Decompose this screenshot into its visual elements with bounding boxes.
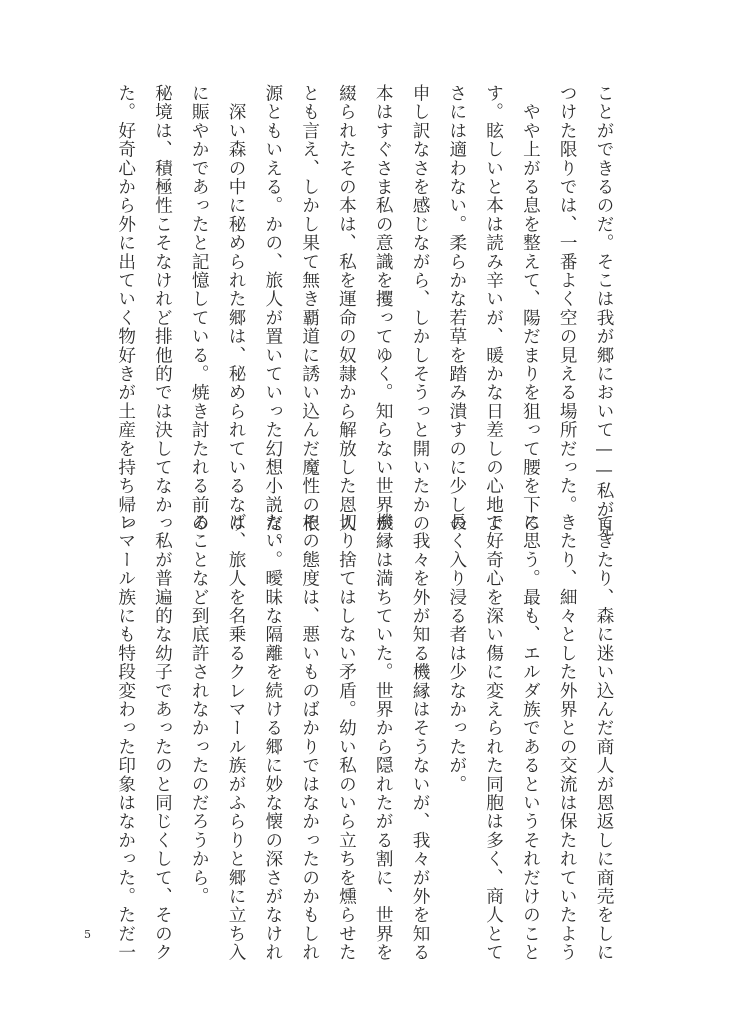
text-column: 申し訳なさを感じながら、しかしそうっと開いたかの [410,84,431,533]
text-column: 私が普遍的な幼子であったのと同じくして、そのク [152,513,173,962]
text-column: ることなど到底許されなかったのだろうから。 [189,513,210,906]
text-column: とも言え、しかし果て無き覇道に誘い込んだ魔性の根 [299,84,320,533]
text-column: やや上がる息を整えて、陽だまりを狙って腰を下ろ [520,84,541,533]
text-column: に賑やかであったと記憶している。焼き討たれる前の [189,84,210,533]
text-column: 我々を外が知る機縁はそうないが、我々が外を知る [410,513,431,962]
text-block-upper [106,84,622,552]
text-block-lower [106,513,622,962]
text-column: た。好奇心から外に出ていく物好きが土産を持ち帰っ [115,84,136,533]
text-column: 秘境は、積極性こそなけれど排他的では決してなかっ [152,84,173,533]
text-column: つけた限りでは、一番よく空の見える場所だった。 [557,84,578,515]
text-column: 綴られたその本は、私を運命の奴隷から解放した恩人 [336,84,357,533]
page-number: 5 [84,928,91,941]
text-column: さには適わない。柔らかな若草を踏み潰すのに少しの [446,84,467,533]
text-column: 切り捨てはしない矛盾。幼い私のいら立ちを燻らせた [336,513,357,962]
text-column: ない。曖昧な隔離を続ける郷に妙な懐の深さがなけれ [262,513,283,962]
text-column: その態度は、悪いものばかりではなかったのかもしれ [299,513,320,962]
text-column: す。眩しいと本は読み辛いが、暖かな日差しの心地よ [483,84,504,533]
text-column: ば、旅人を名乗るクレマール族がふらりと郷に立ち入 [226,513,247,962]
text-column: に思う。最も、エルダ族であるというそれだけのこと [520,513,541,962]
text-column: ことができるのだ。そこは我が郷において——私が見 [594,84,614,538]
text-column: 源ともいえる。かの、旅人が置いていった幻想小説だ。 [262,84,283,552]
text-column: レマール族にも特段変わった印象はなかった。ただ一 [115,513,136,962]
text-column: てきたり、森に迷い込んだ商人が恩返しに商売をしに [594,513,614,962]
text-column: きたり、細々とした外界との交流は保たれていたよう [557,513,578,962]
text-column: で好奇心を深い傷に変えられた同胞は多く、商人とて [483,513,504,962]
text-column: 機縁は満ちていた。世界から隠れたがる割に、世界を [373,513,394,962]
text-column: 深い森の中に秘められた郷は、秘められているなり [226,84,247,533]
text-column: 本はすぐさま私の意識を攫ってゆく。知らない世界が [373,84,394,533]
text-column: 長く入り浸る者は少なかったが。 [446,513,467,794]
